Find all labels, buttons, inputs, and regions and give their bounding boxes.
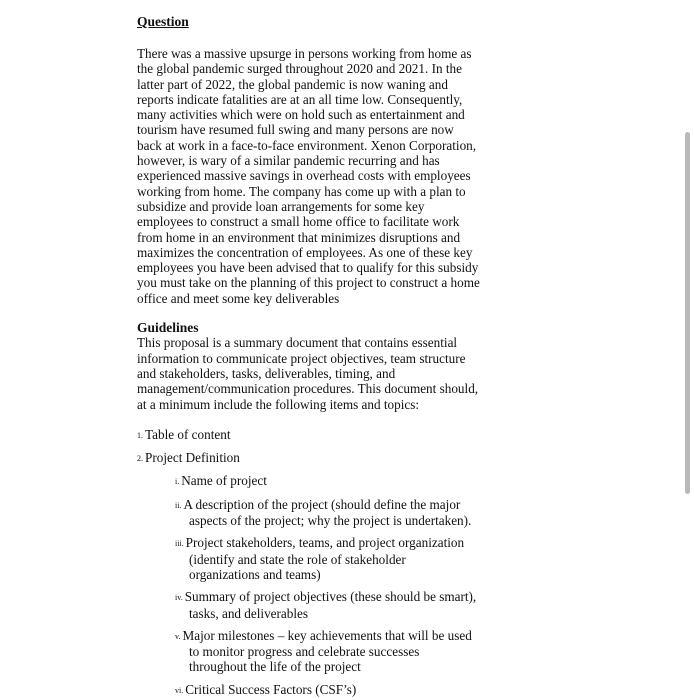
paragraph-line: subsidize and provide loan arrangements for some key	[137, 198, 425, 214]
paragraph-line: you must take on the planning of this project to construct a home	[137, 275, 480, 291]
paragraph-line: the global pandemic surged throughout 2020 and 2021. In the	[137, 61, 462, 77]
list-number: iv.	[175, 593, 183, 603]
list-number: vi.	[175, 685, 184, 695]
document-page	[137, 14, 482, 698]
list-item-table-of-content	[137, 427, 482, 443]
sub-item-continuation: aspects of the project; why the project is undertaken).	[189, 513, 472, 529]
guidelines-paragraph	[137, 335, 482, 411]
question-heading: Question	[137, 14, 189, 29]
list-number: v.	[175, 631, 181, 641]
paragraph-line: office and meet some key deliverables	[137, 290, 340, 306]
paragraph-line: information to communicate project objectives, team structure	[137, 350, 466, 366]
sub-item-continuation: organizations and teams)	[189, 566, 321, 582]
paragraph-line: experienced massive savings in overhead costs with employees	[137, 168, 471, 184]
sub-item-continuation: tasks, and deliverables	[189, 605, 309, 621]
sub-item-stakeholders	[175, 535, 482, 551]
list-number: 1.	[137, 430, 143, 440]
paragraph-line: tourism have resumed full swing and many persons are now	[137, 122, 454, 138]
sub-item-continuation: (identify and state the role of stakeholder	[189, 551, 406, 567]
paragraph-line: many activities which were on hold such as entertainment and	[137, 107, 465, 123]
list-item-text: Summary of project objectives (these should be smart),	[184, 589, 477, 605]
guidelines-section	[137, 320, 482, 412]
paragraph-line: however, is wary of a similar pandemic recurring and has	[137, 153, 440, 169]
list-item-text: Table of content	[145, 426, 231, 442]
sub-item-description	[175, 497, 482, 513]
paragraph-line: reports indicate fatalities are at an all time low. Consequently,	[137, 91, 463, 107]
deliverables-list	[137, 427, 482, 698]
vertical-scrollbar[interactable]	[685, 132, 690, 494]
paragraph-line: latter part of 2022, the global pandemic is now waning and	[137, 76, 448, 92]
sub-item-name-of-project	[175, 473, 482, 489]
sub-item-csf	[175, 682, 482, 698]
list-number: iii.	[175, 539, 184, 549]
list-item-project-definition	[137, 450, 482, 466]
list-number: ii.	[175, 500, 182, 510]
paragraph-line: and stakeholders, tasks, deliverables, timing, and	[137, 365, 396, 381]
paragraph-line: maximizes the concentration of employees. As one of these key	[137, 244, 473, 260]
paragraph-line: employees you have been advised that to qualify for this subsidy	[137, 260, 479, 276]
paragraph-line: back at work in a face-to-face environment. Xenon Corporation,	[137, 137, 477, 153]
list-item-text: Critical Success Factors (CSF’s)	[185, 681, 357, 697]
paragraph-line: There was a massive upsurge in persons working from home as	[137, 46, 472, 61]
list-number: 2.	[137, 454, 143, 464]
guidelines-heading: Guidelines	[137, 320, 199, 336]
list-item-text: Major milestones – key achievements that will be used	[182, 627, 472, 643]
paragraph-line: working from home. The company has come up with a plan to	[137, 183, 466, 199]
list-item-text: Name of project	[181, 473, 267, 489]
question-paragraph	[137, 46, 482, 306]
list-item-text: Project stakeholders, teams, and project organization	[185, 535, 465, 551]
sub-item-continuation: to monitor progress and celebrate successes	[189, 644, 420, 660]
paragraph-line: at a minimum include the following items and topics:	[137, 396, 420, 412]
list-item-text: Project Definition	[145, 450, 240, 466]
list-item-text: A description of the project (should define the major	[183, 496, 461, 512]
sub-item-continuation: throughout the life of the project	[189, 659, 361, 675]
sub-item-objectives	[175, 589, 482, 605]
paragraph-line: management/communication procedures. This document should,	[137, 381, 479, 397]
list-number: i.	[175, 477, 180, 487]
paragraph-line: from home in an environment that minimizes disruptions and	[137, 229, 461, 245]
paragraph-line: employees to construct a small home office to facilitate work	[137, 214, 460, 230]
paragraph-line: This proposal is a summary document that contains essential	[137, 335, 458, 351]
sub-item-milestones	[175, 628, 482, 644]
